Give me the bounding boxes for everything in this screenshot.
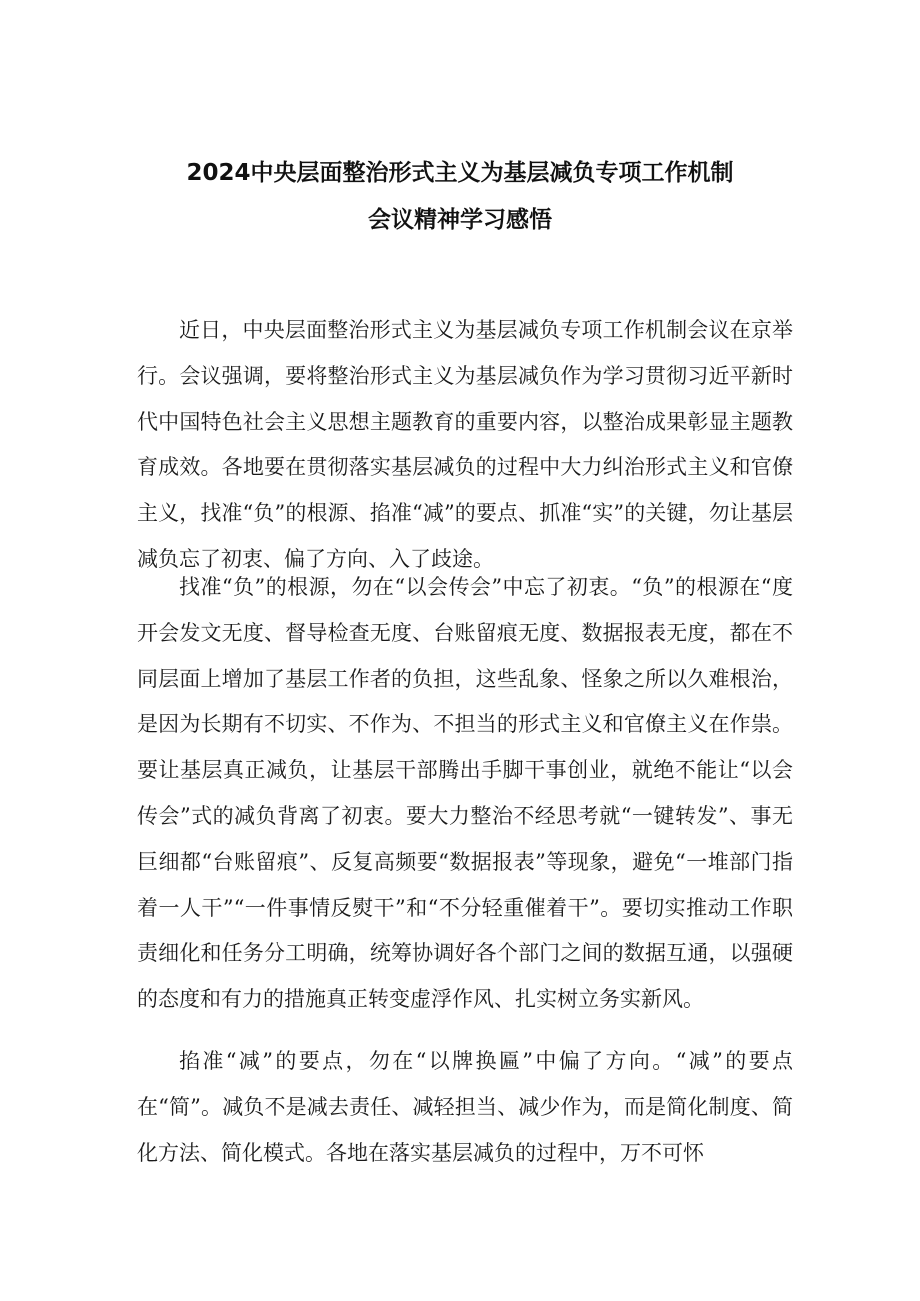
paragraph-2: 找准“负”的根源，勿在“以会传会”中忘了初衷。“负”的根源在“度开会发文无度、督导检查无度、台账留痕无度、数据报表无度，都在不同层面上增加了基层工作者的负担，这些乱象、怪象之所以久难根治，是因为长期有不切实、不作为、不担当的形式主义和官僚主义在作祟。要让基层真正减负，让基层干部腾出手脚干事创业，就绝不能让“以会传会”式的减负背离了初衷。要大力整治不经思考就“一键转发”、事无巨细都“台账留痕”、反复高频要“数据报表”等现象，避免“一堆部门指着一人干”“一件事情反熨干”和“不分轻重催着干”。要切实推动工作职责细化和任务分工明确，统筹协调好各个部门之间的数据互通，以强硬的态度和有力的措施真正转变虚浮作风、扎实树立务实新风。	[137, 575, 793, 1012]
document-title-line1: 2024中央层面整治形式主义为基层减负专项工作机制	[186, 160, 734, 186]
paragraph-1: 近日，中央层面整治形式主义为基层减负专项工作机制会议在京举行。会议强调，要将整治形式主义为基层减负作为学习贯彻习近平新时代中国特色社会主义思想主题教育的重要内容，以整治成果彰显主题教育成效。各地要在贯彻落实基层减负的过程中大力纠治形式主义和官僚主义，找准“负”的根源、掐准“减”的要点、抓准“实”的关键，勿让基层减负忘了初衷、偏了方向、入了歧途。	[137, 318, 793, 571]
paragraph-3: 掐准“减”的要点，勿在“以牌换匾”中偏了方向。“减”的要点在“简”。减负不是减去责任、减轻担当、减少作为，而是简化制度、简化方法、简化模式。各地在落实基层减负的过程中，万不可怀	[137, 1049, 793, 1165]
document-title-line2: 会议精神学习感悟	[368, 207, 552, 233]
